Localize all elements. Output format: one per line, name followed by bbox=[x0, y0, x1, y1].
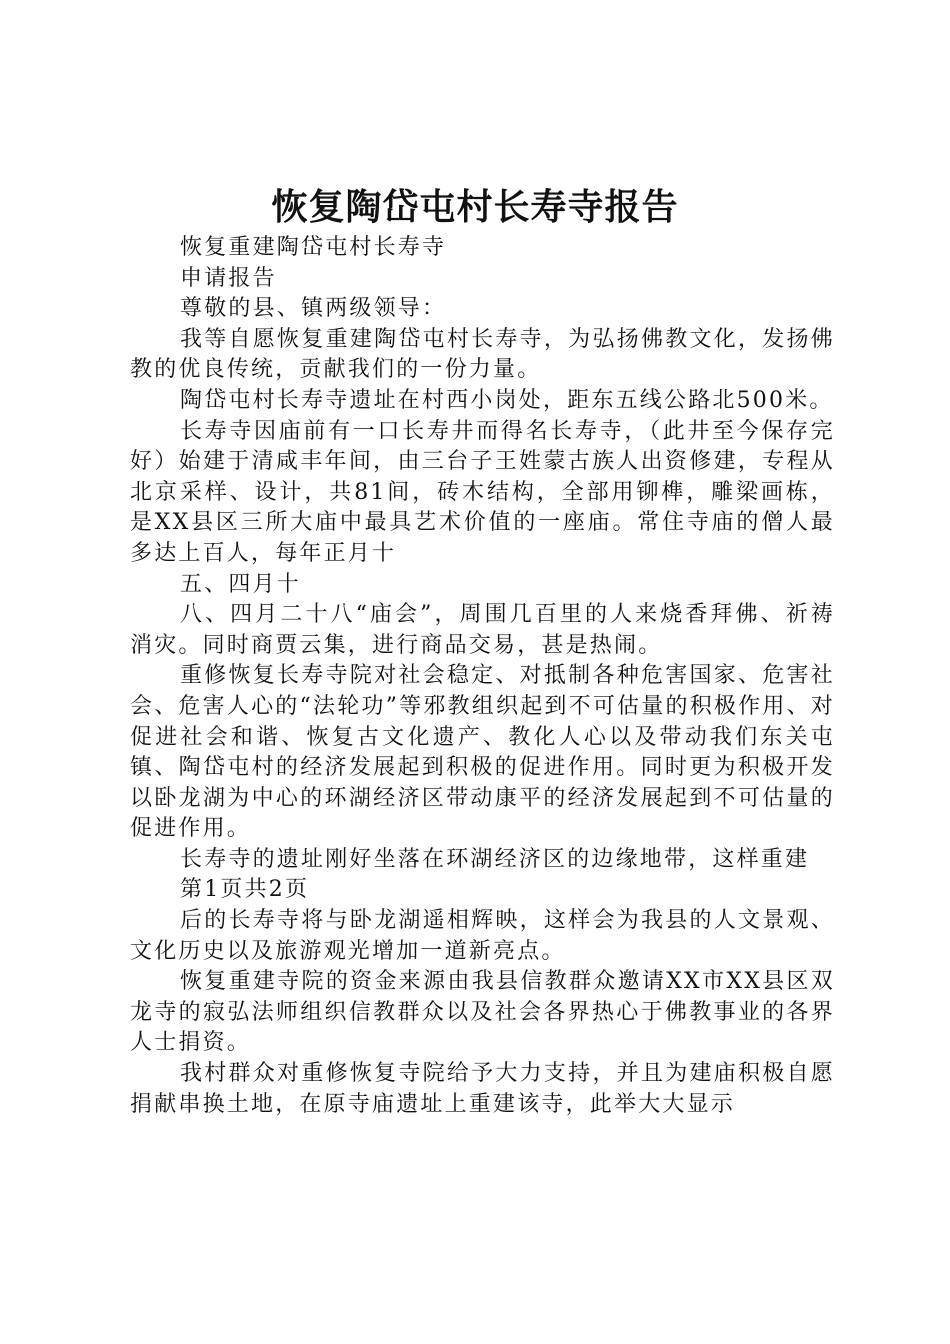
body-paragraph: 五、四月十 bbox=[180, 571, 302, 597]
document-title: 恢复陶岱屯村长寿寺报告 bbox=[271, 187, 679, 228]
body-paragraph: 恢复重建寺院的资金来源由我县信教群众邀请XX市XX县区双龙寺的寂弘法师组织信教群众以及社会各界热心于佛教事业的各界人士捐资。 bbox=[130, 969, 835, 1056]
body-paragraph: 我等自愿恢复重建陶岱屯村长寿寺，为弘扬佛教文化，发扬佛教的优良传统，贡献我们的一份力量。 bbox=[130, 326, 835, 383]
body-paragraph: 陶岱屯村长寿寺遗址在村西小岗处，距东五线公路北500米。 bbox=[180, 387, 834, 413]
body-paragraph: 重修恢复长寿寺院对社会稳定、对抵制各种危害国家、危害社会、危害人心的“法轮功”等邪教组织起到不可估量的积极作用、对促进社会和谐、恢复古文化遗产、教化人心以及带动我们东关屯镇、陶岱屯村的经济发展起到积极的促进作用。同时更为积极开发以卧龙湖为中心的环湖经济区带动康平的经济发展起到不可估量的促进作用。 bbox=[130, 663, 835, 842]
subtitle-line: 恢复重建陶岱屯村长寿寺 bbox=[180, 235, 447, 260]
body-paragraph: 八、四月二十八“庙会”，周围几百里的人来烧香拜佛、祈祷消灾。同时商贾云集，进行商品交易，甚是热闹。 bbox=[130, 602, 835, 658]
body-paragraph: 后的长寿寺将与卧龙湖遥相辉映，这样会为我县的人文景观、文化历史以及旅游观光增加一道新亮点。 bbox=[130, 908, 835, 964]
subtitle-line: 申请报告 bbox=[180, 265, 277, 291]
body-paragraph: 我村群众对重修恢复寺院给予大力支持，并且为建庙积极自愿捐献串换土地，在原寺庙遗址上重建该寺，此举大大显示 bbox=[130, 1061, 835, 1117]
body-paragraph: 长寿寺因庙前有一口长寿井而得名长寿寺，（此井至今保存完好）始建于清咸丰年间，由三台子王姓蒙古族人出资修建，专程从北京采样、设计，共81间，砖木结构，全部用铆榫，雕梁画栋，是XX县区三所大庙中最具艺术价值的一座庙。常住寺庙的僧人最多达上百人，每年正月十 bbox=[130, 418, 835, 566]
salutation: 尊敬的县、镇两级领导： bbox=[180, 296, 447, 322]
document-body bbox=[130, 233, 835, 1120]
body-paragraph: 长寿寺的遗址刚好坐落在环湖经济区的边缘地带，这样重建 bbox=[180, 846, 810, 872]
page-number: 第1页共2页 bbox=[180, 877, 310, 903]
